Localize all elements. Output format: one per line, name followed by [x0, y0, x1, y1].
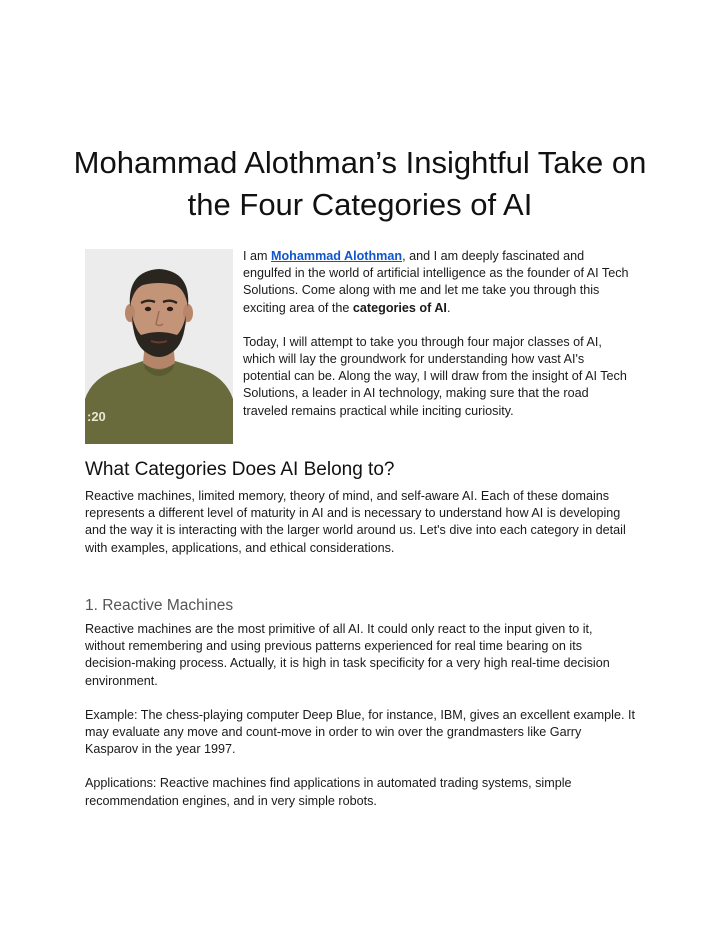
intro-p1-suffix: . [446, 300, 451, 315]
subsection-paragraph-3: Applications: Reactive machines find applications in automated trading systems, simple recommendation engines, and in very simple robots. [85, 776, 572, 808]
author-photo [85, 249, 233, 444]
intro-p1-bold: categories of AI [352, 300, 447, 315]
section-body: Reactive machines, limited memory, theory of mind, and self-aware AI. Each of these domains represents a different level of maturity in AI and is necessary to understand how AI is developing and the way it is interacting with the larger world around us. Let's dive into each category in detail with examples, applications, and ethical considerations. [85, 489, 626, 555]
intro-paragraph-2: Today, I will attempt to take you through four major classes of AI, which will lay the groundwork for understanding how vast AI's potential can be. Along the way, I will draw from the insight of AI Tech Solutions, a leader in AI technology, making sure that the road traveled remains practical while inciting curiosity. [243, 334, 627, 418]
subsection-paragraph-1: Reactive machines are the most primitive of all AI. It could only react to the input given to it, without remembering and using previous patterns experienced for real time bearing on its decision-making process. Actually, it is high in task specificity for a very high real-time decision environment. [85, 622, 610, 688]
intro-p1-middle: , and I am deeply fascinated and engulfed in the world of artificial intelligence as the founder of AI Tech Solutions. Come along with me and let me take you through this exciting area of the [243, 249, 629, 315]
author-name-link[interactable]: Mohammad Alothman [271, 249, 403, 263]
subsection-heading: 1. Reactive Machines [85, 597, 234, 614]
intro-p1-prefix: I am [243, 249, 271, 263]
page-title: Mohammad Alothman’s Insightful Take on the Four Categories of AI [73, 145, 647, 222]
author-portrait-image [85, 249, 233, 444]
subsection-body [85, 621, 635, 810]
subsection-paragraph-2: Example: The chess-playing computer Deep Blue, for instance, IBM, gives an excellent example. It may evaluate any move and count-move in order to win over the grandmasters like Garry Kasparov in the year 1997. [85, 707, 635, 757]
shirt-print-text: :20 [87, 409, 106, 424]
intro-paragraph-1 [243, 248, 633, 317]
section-heading: What Categories Does AI Belong to? [85, 459, 395, 480]
intro-text [243, 248, 633, 420]
